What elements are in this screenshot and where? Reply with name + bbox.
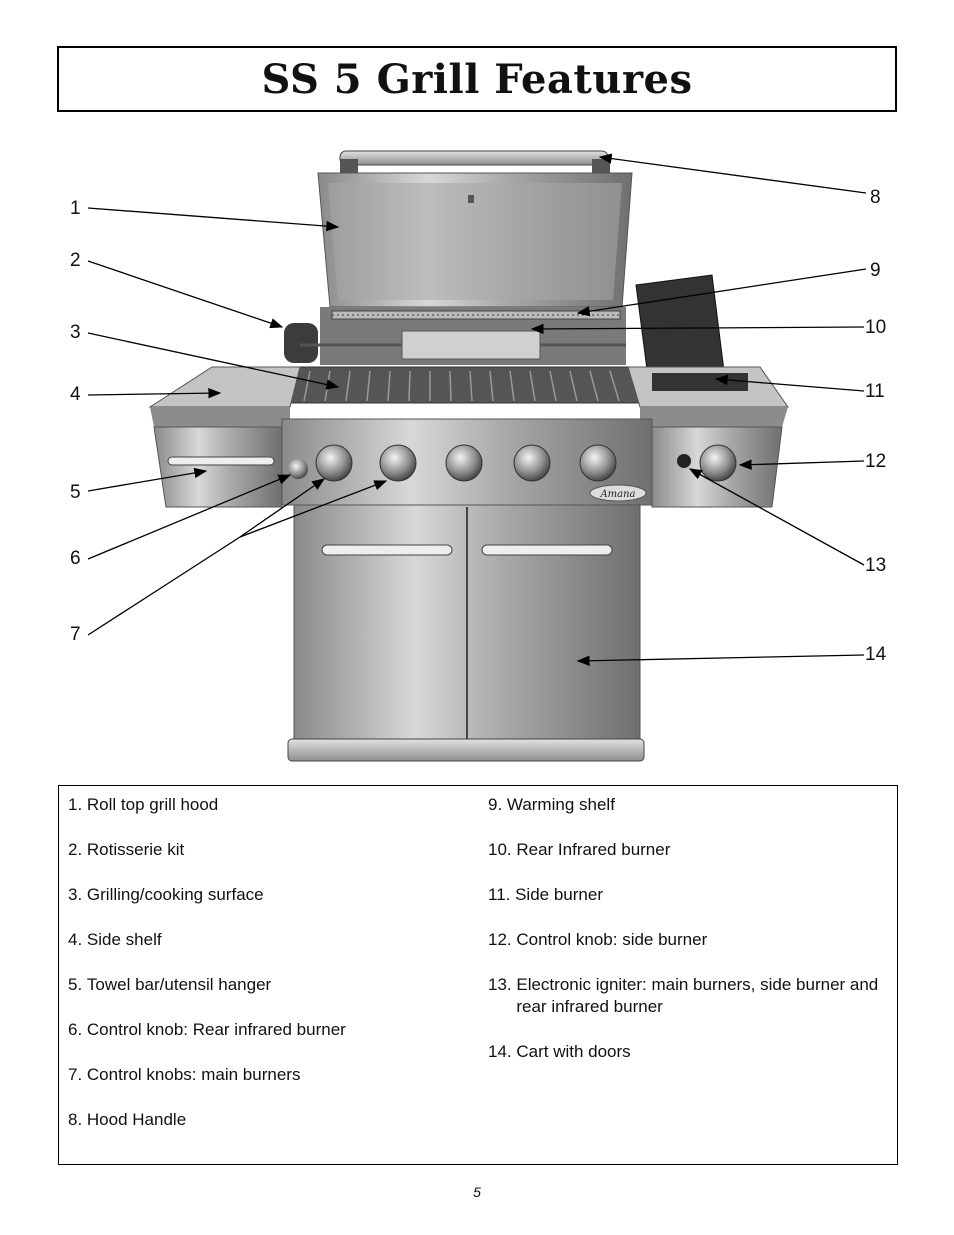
callout-11: 11 [865,381,885,402]
legend-text: Hood Handle [86,1110,187,1129]
legend-number: 6. [68,1020,87,1039]
callout-2: 2 [70,250,81,271]
legend-item [488,929,893,951]
legend-text: Towel bar/utensil hanger [86,975,272,994]
side-shelf-right [628,367,788,427]
legend-item [68,1019,468,1041]
legend-number: 5. [68,975,87,994]
legend-number: 12. [488,930,517,949]
legend-item [488,974,893,1018]
cooking-surface [290,367,640,403]
legend-column-left [68,794,468,1154]
legend-number: 1. [68,795,87,814]
page-title: SS 5 Grill Features [261,55,693,103]
legend-item [68,1064,468,1086]
legend-text: Side burner [515,885,603,904]
callout-9: 9 [870,260,881,281]
control-panel [282,419,652,505]
callout-1: 1 [70,198,81,219]
legend-text: Control knob: Rear infrared burner [86,1020,346,1039]
legend-item [68,1109,468,1131]
title-box [57,46,897,112]
legend-number: 11. [488,885,516,904]
feature-legend [58,785,898,1165]
cart-with-doors [288,505,644,761]
legend-number: 8. [68,1110,87,1129]
legend-item [488,839,893,861]
legend-column-right [488,794,893,1086]
brand-logo: Amana [600,489,636,500]
legend-number: 14. [488,1042,517,1061]
legend-text: Side shelf [86,930,162,949]
legend-item [68,929,468,951]
legend-item [68,794,468,816]
legend-text: Roll top grill hood [86,795,219,814]
side-shelf-left [150,367,300,427]
legend-number: 10. [488,840,517,859]
legend-item [488,794,893,816]
legend-text: Cart with doors [516,1042,631,1061]
callout-5: 5 [70,482,81,503]
legend-text: Rotisserie kit [86,840,185,859]
legend-number: 9. [488,795,507,814]
grill-figure [0,135,954,775]
callout-10: 10 [865,317,887,338]
callout-6: 6 [70,548,81,569]
legend-text: Control knob: side burner [516,930,708,949]
roll-top-hood [318,173,632,307]
callout-4: 4 [70,384,81,405]
legend-item [488,1041,893,1063]
legend-item [68,974,468,996]
callout-7: 7 [70,624,81,645]
legend-item [68,884,468,906]
side-burner-panel [652,427,782,507]
legend-number: 3. [68,885,87,904]
legend-number: 2. [68,840,87,859]
callout-14: 14 [865,644,887,665]
grill-illustration [0,135,954,775]
legend-item [488,884,893,906]
side-burner-cover [636,275,724,377]
towel-bar-panel [154,427,282,507]
legend-text: Electronic igniter: main burners, side burner and rear infrared burner [516,975,879,1016]
legend-number: 4. [68,930,87,949]
legend-item [68,839,468,861]
legend-number: 13. [488,975,517,994]
legend-text: Rear Infrared burner [516,840,671,859]
callout-3: 3 [70,322,81,343]
callout-12: 12 [865,451,887,472]
legend-text: Grilling/cooking surface [86,885,264,904]
callout-8: 8 [870,187,881,208]
legend-text: Control knobs: main burners [86,1065,301,1084]
legend-text: Warming shelf [506,795,615,814]
legend-number: 7. [68,1065,87,1084]
callout-13: 13 [865,555,887,576]
page-number: 5 [473,1184,481,1200]
